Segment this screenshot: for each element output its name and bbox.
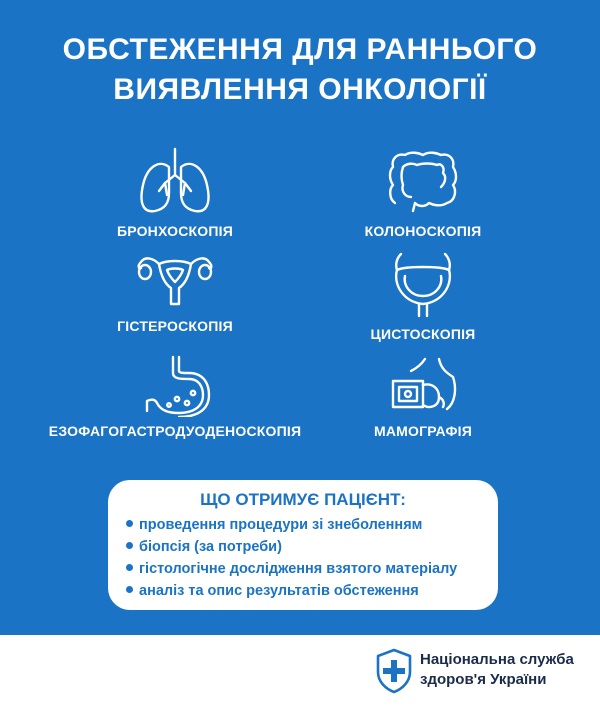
- page-title: [0, 30, 600, 110]
- list-item-text: проведення процедури зі знеболенням: [139, 517, 423, 533]
- procedure-bronchoscopy: [35, 145, 315, 239]
- logo-line-2: здоров'я України: [420, 671, 547, 688]
- bladder-icon: [381, 248, 465, 320]
- procedure-label: ЕЗОФАГОГАСТРОДУОДЕНОСКОПІЯ: [48, 423, 302, 439]
- bullet-icon: [126, 542, 133, 549]
- procedure-label: МАМОГРАФІЯ: [373, 423, 473, 439]
- logo-line-1: Національна служба: [420, 651, 574, 668]
- bullet-icon: [126, 520, 133, 527]
- procedure-label: БРОНХОСКОПІЯ: [116, 223, 234, 239]
- list-item-text: гістологічне дослідження взятого матеріалу: [139, 561, 458, 577]
- list-item: [126, 580, 457, 602]
- lungs-icon: [133, 145, 217, 217]
- stomach-icon: [133, 355, 217, 417]
- list-item: [126, 536, 457, 558]
- procedure-colonoscopy: [283, 145, 563, 239]
- procedure-label: ГІСТЕРОСКОПІЯ: [117, 318, 233, 334]
- list-item-text: біопсія (за потреби): [139, 539, 282, 555]
- list-item-text: аналіз та опис результатів обстеження: [139, 583, 419, 599]
- mammography-icon: [381, 355, 465, 417]
- benefits-list: [126, 514, 457, 602]
- footer: [0, 635, 600, 710]
- procedure-mammography: [283, 355, 563, 439]
- title-line-2: ВИЯВЛЕННЯ ОНКОЛОГІЇ: [113, 73, 487, 106]
- uterus-icon: [133, 248, 217, 312]
- colon-icon: [381, 145, 465, 217]
- patient-benefits-card: [108, 480, 498, 610]
- procedure-label: ЦИСТОСКОПІЯ: [370, 326, 476, 342]
- nszu-shield-icon: [376, 648, 412, 694]
- card-title: ЩО ОТРИМУЄ ПАЦІЄНТ:: [200, 490, 406, 509]
- procedure-cystoscopy: [283, 248, 563, 342]
- list-item: [126, 558, 457, 580]
- procedure-egds: [35, 355, 315, 439]
- title-line-1: ОБСТЕЖЕННЯ ДЛЯ РАННЬОГО: [62, 33, 538, 66]
- list-item: [126, 514, 457, 536]
- procedure-hysteroscopy: [35, 248, 315, 334]
- procedure-label: КОЛОНОСКОПІЯ: [364, 223, 482, 239]
- logo-text: [420, 650, 574, 690]
- bullet-icon: [126, 564, 133, 571]
- bullet-icon: [126, 586, 133, 593]
